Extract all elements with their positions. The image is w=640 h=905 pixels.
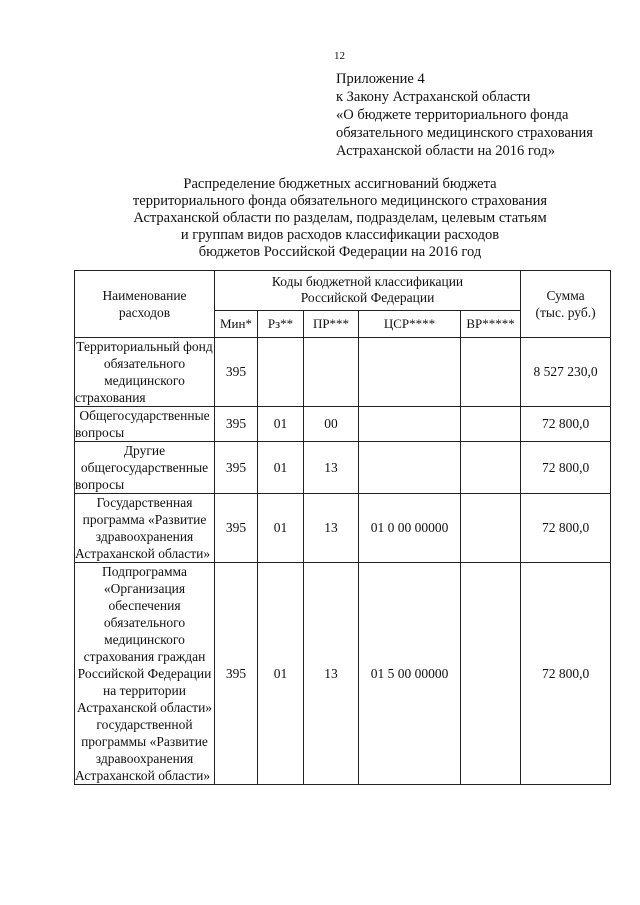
header-name-line: расходов: [118, 305, 171, 320]
header-csr: ЦСР****: [359, 310, 461, 337]
row-vr: [461, 494, 521, 563]
row-name: Другие общегосударственные вопросы: [75, 442, 215, 494]
row-rz: 01: [258, 442, 304, 494]
header-name-line: Наименование: [102, 288, 187, 303]
row-min: 395: [215, 494, 258, 563]
row-name: Общегосударственные вопросы: [75, 407, 215, 442]
header-min: Мин*: [215, 310, 258, 337]
header-sum-line: Сумма: [546, 288, 585, 303]
header-sum-line: (тыс. руб.): [535, 305, 596, 320]
row-vr: [461, 338, 521, 407]
page-number: 12: [334, 50, 345, 62]
header-rz: Рз**: [258, 310, 304, 337]
appendix-line: Приложение 4: [336, 71, 425, 87]
appendix-line: «О бюджете территориального фонда: [336, 107, 569, 123]
row-pr: [304, 338, 359, 407]
header-codes: [215, 271, 521, 311]
row-csr: [359, 338, 461, 407]
header-name: [75, 271, 215, 338]
header-codes-line: Коды бюджетной классификации: [271, 274, 464, 290]
row-csr: 01 0 00 00000: [359, 494, 461, 563]
table-row: [75, 563, 611, 785]
title-line: Распределение бюджетных ассигнований бюджета: [183, 176, 497, 192]
header-sum: [521, 271, 611, 338]
header-vr: ВР*****: [461, 310, 521, 337]
row-vr: [461, 563, 521, 785]
row-csr: [359, 407, 461, 442]
row-vr: [461, 442, 521, 494]
appendix-line: обязательного медицинского страхования: [336, 125, 593, 141]
row-sum: 72 800,0: [521, 563, 611, 785]
table-row: [75, 407, 611, 442]
row-name: Территориальный фонд обязательного медицинского страхования: [75, 339, 213, 405]
table-row: [75, 494, 611, 563]
row-rz: 01: [258, 407, 304, 442]
row-vr: [461, 407, 521, 442]
row-rz: 01: [258, 494, 304, 563]
row-pr: 00: [304, 407, 359, 442]
table-row: [75, 442, 611, 494]
row-rz: 01: [258, 563, 304, 785]
row-name: Государственная программа «Развитие здравоохранения Астраханской области»: [75, 494, 215, 563]
row-min: 395: [215, 407, 258, 442]
row-sum: 72 800,0: [521, 407, 611, 442]
document-title: [90, 176, 590, 261]
title-line: и группам видов расходов классификации расходов: [180, 227, 500, 243]
appendix-line: к Закону Астраханской области: [336, 89, 531, 105]
row-rz: [258, 338, 304, 407]
row-pr: 13: [304, 563, 359, 785]
row-min: 395: [215, 563, 258, 785]
row-sum: 8 527 230,0: [521, 338, 611, 407]
row-sum: 72 800,0: [521, 442, 611, 494]
header-codes-line: Российской Федерации: [300, 290, 435, 306]
appendix-line: Астраханской области на 2016 год»: [336, 143, 555, 159]
row-csr: [359, 442, 461, 494]
row-csr: 01 5 00 00000: [359, 563, 461, 785]
row-pr: 13: [304, 494, 359, 563]
table-row: [75, 338, 611, 407]
row-min: 395: [215, 338, 258, 407]
row-pr: 13: [304, 442, 359, 494]
appendix-heading: [336, 70, 626, 160]
budget-table: [74, 270, 611, 785]
row-min: 395: [215, 442, 258, 494]
title-line: бюджетов Российской Федерации на 2016 год: [198, 244, 482, 260]
title-line: Астраханской области по разделам, подразделам, целевым статьям: [133, 210, 547, 226]
row-sum: 72 800,0: [521, 494, 611, 563]
title-line: территориального фонда обязательного медицинского страхования: [132, 193, 548, 209]
row-name: Подпрограмма «Организация обеспечения обязательного медицинского страхования граждан Российской Федерации на территории Астраханской области» государственной программы «Развитие здравоохранения Астраханской области»: [75, 563, 215, 785]
header-pr: ПР***: [304, 310, 359, 337]
